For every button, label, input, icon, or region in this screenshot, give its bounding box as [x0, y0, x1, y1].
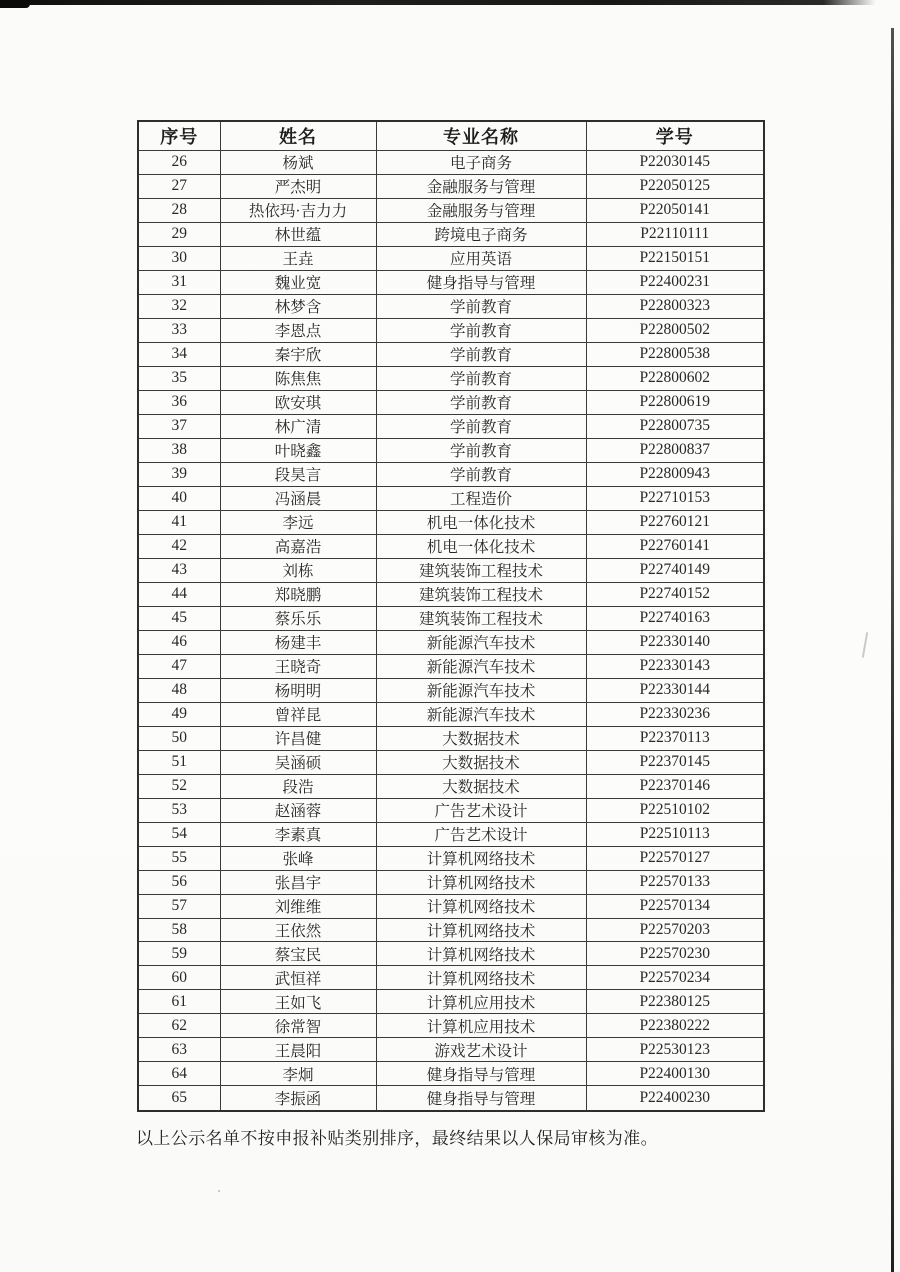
cell-name: 杨建丰: [220, 630, 376, 654]
cell-major: 学前教育: [376, 342, 586, 366]
column-header-name: 姓名: [220, 121, 376, 151]
cell-serial-number: 54: [138, 822, 220, 846]
cell-serial-number: 57: [138, 894, 220, 918]
table-row: [138, 894, 764, 918]
cell-serial-number: 29: [138, 222, 220, 246]
cell-major: 计算机网络技术: [376, 942, 586, 966]
table-row: [138, 390, 764, 414]
cell-serial-number: 34: [138, 342, 220, 366]
cell-name: 许昌健: [220, 726, 376, 750]
cell-major: 计算机网络技术: [376, 870, 586, 894]
cell-major: 学前教育: [376, 414, 586, 438]
cell-student-id: P22800619: [586, 390, 764, 414]
cell-major: 金融服务与管理: [376, 174, 586, 198]
cell-name: 李远: [220, 510, 376, 534]
cell-name: 赵涵蓉: [220, 798, 376, 822]
cell-serial-number: 26: [138, 151, 220, 175]
cell-major: 广告艺术设计: [376, 822, 586, 846]
cell-name: 刘栋: [220, 558, 376, 582]
cell-student-id: P22530123: [586, 1038, 764, 1062]
cell-major: 建筑装饰工程技术: [376, 558, 586, 582]
cell-major: 计算机网络技术: [376, 918, 586, 942]
cell-major: 建筑装饰工程技术: [376, 582, 586, 606]
cell-student-id: P22570203: [586, 918, 764, 942]
table-row: [138, 198, 764, 222]
cell-student-id: P22570134: [586, 894, 764, 918]
table-body: [138, 151, 764, 1112]
cell-major: 新能源汽车技术: [376, 702, 586, 726]
cell-name: 热依玛·吉力力: [220, 198, 376, 222]
cell-major: 学前教育: [376, 366, 586, 390]
cell-name: 林广清: [220, 414, 376, 438]
cell-serial-number: 56: [138, 870, 220, 894]
cell-serial-number: 30: [138, 246, 220, 270]
cell-student-id: P22370146: [586, 774, 764, 798]
cell-major: 健身指导与管理: [376, 1086, 586, 1111]
table-row: [138, 510, 764, 534]
cell-student-id: P22800502: [586, 318, 764, 342]
cell-student-id: P22400230: [586, 1086, 764, 1111]
table-row: [138, 942, 764, 966]
cell-serial-number: 49: [138, 702, 220, 726]
table-row: [138, 870, 764, 894]
cell-name: 王晓奇: [220, 654, 376, 678]
cell-major: 计算机网络技术: [376, 894, 586, 918]
table-row: [138, 822, 764, 846]
cell-student-id: P22510113: [586, 822, 764, 846]
cell-student-id: P22370145: [586, 750, 764, 774]
table-row: [138, 318, 764, 342]
table-row: [138, 918, 764, 942]
cell-major: 机电一体化技术: [376, 510, 586, 534]
cell-major: 跨境电子商务: [376, 222, 586, 246]
cell-student-id: P22740163: [586, 606, 764, 630]
cell-name: 王垚: [220, 246, 376, 270]
cell-major: 计算机网络技术: [376, 966, 586, 990]
cell-student-id: P22400231: [586, 270, 764, 294]
cell-major: 机电一体化技术: [376, 534, 586, 558]
cell-major: 计算机应用技术: [376, 1014, 586, 1038]
cell-major: 健身指导与管理: [376, 1062, 586, 1086]
cell-serial-number: 43: [138, 558, 220, 582]
cell-major: 学前教育: [376, 318, 586, 342]
cell-serial-number: 60: [138, 966, 220, 990]
cell-serial-number: 36: [138, 390, 220, 414]
cell-serial-number: 39: [138, 462, 220, 486]
table-row: [138, 534, 764, 558]
table-row: [138, 486, 764, 510]
cell-serial-number: 61: [138, 990, 220, 1014]
cell-serial-number: 27: [138, 174, 220, 198]
column-header-student-id: 学号: [586, 121, 764, 151]
cell-serial-number: 63: [138, 1038, 220, 1062]
table-row: [138, 726, 764, 750]
cell-name: 魏业宽: [220, 270, 376, 294]
cell-serial-number: 51: [138, 750, 220, 774]
cell-name: 杨斌: [220, 151, 376, 175]
cell-student-id: P22150151: [586, 246, 764, 270]
cell-name: 张昌宇: [220, 870, 376, 894]
table-row: [138, 990, 764, 1014]
cell-major: 大数据技术: [376, 726, 586, 750]
cell-student-id: P22370113: [586, 726, 764, 750]
table-row: [138, 342, 764, 366]
cell-student-id: P22760141: [586, 534, 764, 558]
cell-name: 杨明明: [220, 678, 376, 702]
cell-name: 王如飞: [220, 990, 376, 1014]
table-row: [138, 630, 764, 654]
cell-student-id: P22330140: [586, 630, 764, 654]
cell-serial-number: 32: [138, 294, 220, 318]
cell-student-id: P22800943: [586, 462, 764, 486]
cell-serial-number: 44: [138, 582, 220, 606]
table-header-row: [138, 121, 764, 151]
cell-serial-number: 40: [138, 486, 220, 510]
student-roster-table: [137, 120, 765, 1112]
footnote: 以上公示名单不按申报补贴类别排序，最终结果以人保局审核为准。: [136, 1129, 658, 1148]
cell-serial-number: 33: [138, 318, 220, 342]
table-row: [138, 366, 764, 390]
cell-serial-number: 41: [138, 510, 220, 534]
table-row: [138, 1014, 764, 1038]
cell-serial-number: 50: [138, 726, 220, 750]
cell-name: 吴涵硕: [220, 750, 376, 774]
cell-name: 李炯: [220, 1062, 376, 1086]
cell-major: 新能源汽车技术: [376, 678, 586, 702]
cell-serial-number: 64: [138, 1062, 220, 1086]
table-row: [138, 294, 764, 318]
cell-serial-number: 42: [138, 534, 220, 558]
cell-major: 学前教育: [376, 438, 586, 462]
table-row: [138, 174, 764, 198]
cell-student-id: P22050125: [586, 174, 764, 198]
cell-major: 计算机应用技术: [376, 990, 586, 1014]
table-row: [138, 438, 764, 462]
cell-serial-number: 62: [138, 1014, 220, 1038]
cell-serial-number: 58: [138, 918, 220, 942]
cell-major: 工程造价: [376, 486, 586, 510]
cell-name: 林世蕴: [220, 222, 376, 246]
cell-student-id: P22510102: [586, 798, 764, 822]
column-header-serial-number: 序号: [138, 121, 220, 151]
cell-major: 新能源汽车技术: [376, 654, 586, 678]
column-header-major: 专业名称: [376, 121, 586, 151]
cell-name: 严杰明: [220, 174, 376, 198]
cell-student-id: P22050141: [586, 198, 764, 222]
cell-major: 建筑装饰工程技术: [376, 606, 586, 630]
table-row: [138, 606, 764, 630]
cell-name: 刘维维: [220, 894, 376, 918]
cell-serial-number: 28: [138, 198, 220, 222]
table-row: [138, 678, 764, 702]
cell-name: 李素真: [220, 822, 376, 846]
cell-student-id: P22800323: [586, 294, 764, 318]
table-row: [138, 1038, 764, 1062]
cell-name: 段昊言: [220, 462, 376, 486]
cell-name: 张峰: [220, 846, 376, 870]
cell-major: 学前教育: [376, 462, 586, 486]
scan-artifact-top-left-blob: [0, 0, 30, 8]
cell-name: 秦宇欣: [220, 342, 376, 366]
scan-artifact-speck: [218, 1190, 220, 1192]
scan-artifact-smudge: [862, 632, 868, 658]
cell-major: 健身指导与管理: [376, 270, 586, 294]
cell-serial-number: 38: [138, 438, 220, 462]
table-row: [138, 462, 764, 486]
cell-serial-number: 35: [138, 366, 220, 390]
cell-serial-number: 45: [138, 606, 220, 630]
cell-major: 大数据技术: [376, 774, 586, 798]
cell-student-id: P22760121: [586, 510, 764, 534]
table-row: [138, 798, 764, 822]
cell-student-id: P22400130: [586, 1062, 764, 1086]
cell-major: 新能源汽车技术: [376, 630, 586, 654]
table-row: [138, 151, 764, 175]
cell-major: 学前教育: [376, 294, 586, 318]
table-header: [138, 121, 764, 151]
cell-student-id: P22800602: [586, 366, 764, 390]
cell-student-id: P22570133: [586, 870, 764, 894]
cell-student-id: P22330143: [586, 654, 764, 678]
cell-major: 游戏艺术设计: [376, 1038, 586, 1062]
cell-name: 武恒祥: [220, 966, 376, 990]
cell-name: 曾祥昆: [220, 702, 376, 726]
cell-student-id: P22710153: [586, 486, 764, 510]
cell-student-id: P22570230: [586, 942, 764, 966]
table-row: [138, 222, 764, 246]
cell-major: 计算机网络技术: [376, 846, 586, 870]
table-row: [138, 702, 764, 726]
cell-student-id: P22030145: [586, 151, 764, 175]
cell-major: 学前教育: [376, 390, 586, 414]
cell-name: 段浩: [220, 774, 376, 798]
cell-name: 欧安琪: [220, 390, 376, 414]
cell-serial-number: 31: [138, 270, 220, 294]
cell-name: 叶晓鑫: [220, 438, 376, 462]
cell-name: 冯涵晨: [220, 486, 376, 510]
table-row: [138, 1086, 764, 1111]
cell-serial-number: 48: [138, 678, 220, 702]
cell-name: 蔡乐乐: [220, 606, 376, 630]
cell-student-id: P22800837: [586, 438, 764, 462]
cell-name: 徐常智: [220, 1014, 376, 1038]
cell-student-id: P22110111: [586, 222, 764, 246]
cell-student-id: P22800735: [586, 414, 764, 438]
table-row: [138, 774, 764, 798]
cell-student-id: P22800538: [586, 342, 764, 366]
cell-serial-number: 52: [138, 774, 220, 798]
scan-artifact-right-edge: [891, 28, 894, 1272]
table-row: [138, 654, 764, 678]
table-row: [138, 414, 764, 438]
cell-serial-number: 65: [138, 1086, 220, 1111]
cell-student-id: P22380125: [586, 990, 764, 1014]
cell-name: 蔡宝民: [220, 942, 376, 966]
cell-name: 郑晓鹏: [220, 582, 376, 606]
cell-student-id: P22570234: [586, 966, 764, 990]
cell-student-id: P22380222: [586, 1014, 764, 1038]
cell-major: 电子商务: [376, 151, 586, 175]
cell-student-id: P22330236: [586, 702, 764, 726]
cell-name: 陈焦焦: [220, 366, 376, 390]
cell-serial-number: 53: [138, 798, 220, 822]
table-row: [138, 270, 764, 294]
cell-serial-number: 46: [138, 630, 220, 654]
table-row: [138, 246, 764, 270]
cell-name: 李恩点: [220, 318, 376, 342]
cell-student-id: P22740149: [586, 558, 764, 582]
cell-major: 大数据技术: [376, 750, 586, 774]
cell-name: 李振函: [220, 1086, 376, 1111]
cell-serial-number: 47: [138, 654, 220, 678]
table-row: [138, 1062, 764, 1086]
cell-student-id: P22330144: [586, 678, 764, 702]
cell-serial-number: 37: [138, 414, 220, 438]
cell-serial-number: 55: [138, 846, 220, 870]
cell-major: 广告艺术设计: [376, 798, 586, 822]
scan-artifact-top-edge: [0, 0, 876, 5]
cell-name: 王依然: [220, 918, 376, 942]
table-row: [138, 966, 764, 990]
cell-name: 林梦含: [220, 294, 376, 318]
cell-student-id: P22740152: [586, 582, 764, 606]
table-row: [138, 558, 764, 582]
cell-serial-number: 59: [138, 942, 220, 966]
cell-name: 高嘉浩: [220, 534, 376, 558]
table-row: [138, 582, 764, 606]
table-row: [138, 750, 764, 774]
cell-name: 王晨阳: [220, 1038, 376, 1062]
cell-major: 应用英语: [376, 246, 586, 270]
table-row: [138, 846, 764, 870]
cell-student-id: P22570127: [586, 846, 764, 870]
cell-major: 金融服务与管理: [376, 198, 586, 222]
